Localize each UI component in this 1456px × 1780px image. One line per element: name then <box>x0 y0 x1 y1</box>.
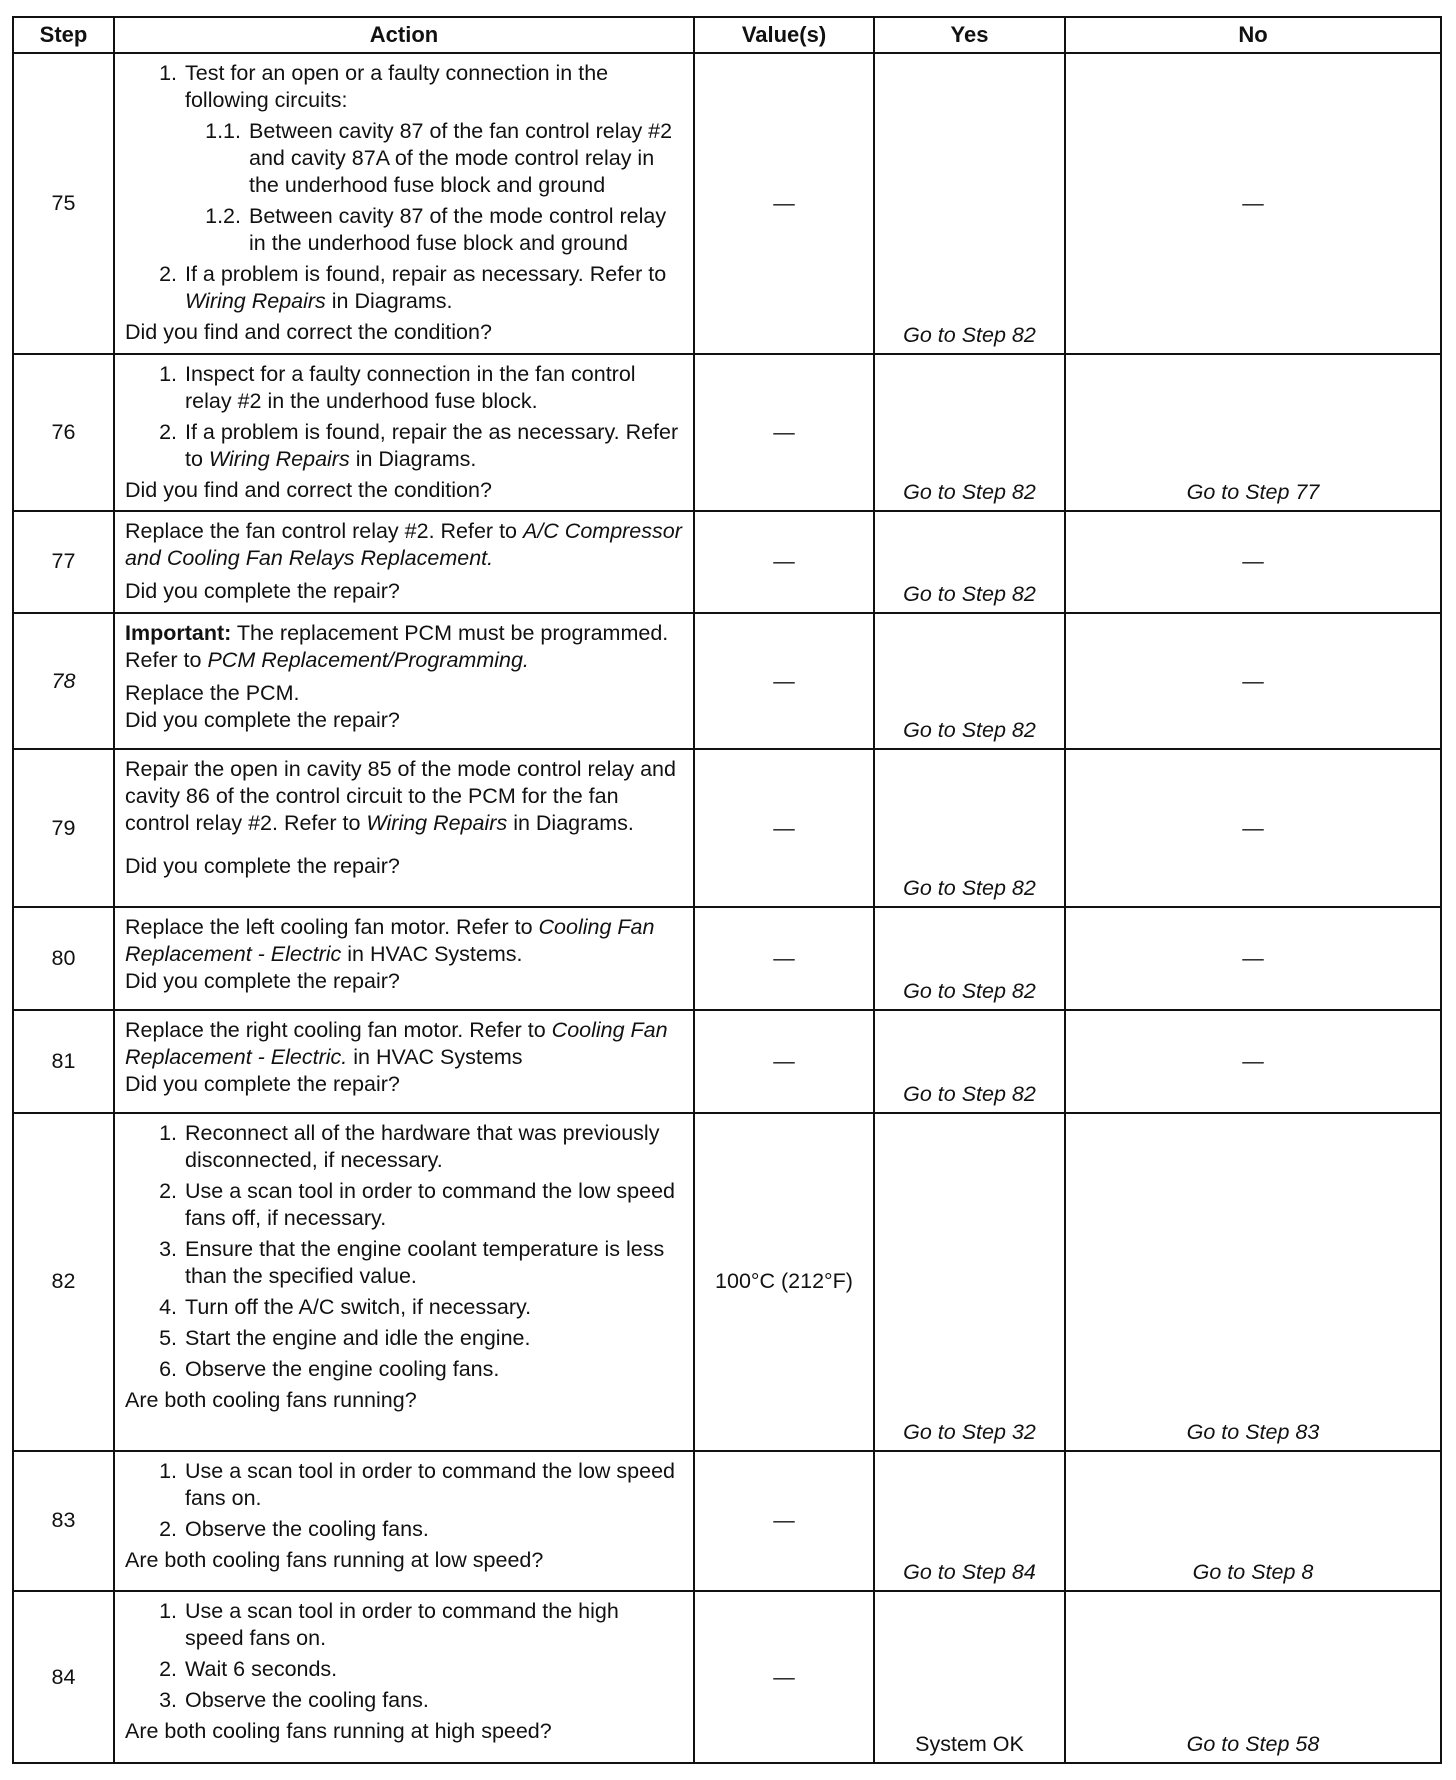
action-step-text: Ensure that the engine coolant temperature is less than the specified value. <box>185 1237 665 1289</box>
no-cell: — <box>1065 1010 1441 1113</box>
step-number: 80 <box>13 907 114 1010</box>
header-row <box>13 17 1441 53</box>
header-values: Value(s) <box>694 17 874 53</box>
action-question: Are both cooling fans running? <box>125 1388 417 1413</box>
important-label: Important: <box>125 620 232 645</box>
yes-cell: Go to Step 84 <box>874 1451 1065 1591</box>
action-cell: 1. Use a scan tool in order to command the low speed fans on. 2. Observe the cooling fans. Are both cooling fans running at low speed? <box>114 1451 694 1591</box>
action-cell: 1. Reconnect all of the hardware that was previously disconnected, if necessary. 2. Use a scan tool in order to command the low speed fans off, if necessary. 3. Ensure that the engine coolant temperature is less than the specified value. 4. Turn off the A/C switch, if necessary. 5. Start the engine and idle the engine. 6. Observe the engine cooling fans. Are both cooling fans running? <box>114 1113 694 1451</box>
action-question: Are both cooling fans running at low speed? <box>125 1547 544 1572</box>
table-row-step-80 <box>13 907 1441 1010</box>
reference-wiring-repairs: Wiring Repairs <box>208 447 350 472</box>
yes-cell: Go to Step 82 <box>874 613 1065 749</box>
action-cell: 1. Use a scan tool in order to command the high speed fans on. 2. Wait 6 seconds. 3. Observe the cooling fans. Are both cooling fans running at high speed? <box>114 1591 694 1763</box>
table-row-step-75 <box>13 53 1441 354</box>
no-cell: — <box>1065 749 1441 907</box>
value-cell: 100°C (212°F) <box>694 1113 874 1451</box>
value-cell: — <box>694 1010 874 1113</box>
table-row-step-84 <box>13 1591 1441 1763</box>
action-question: Are both cooling fans running at high speed? <box>125 1719 552 1744</box>
action-cell: 1. Inspect for a faulty connection in the fan control relay #2 in the underhood fuse block. 2. If a problem is found, repair the as necessary. Refer to Wiring Repairs in Diagrams. Did you find and correct the condition? <box>114 354 694 511</box>
no-cell: Go to Step 8 <box>1065 1451 1441 1591</box>
action-step-text: Use a scan tool in order to command the low speed fans off, if necessary. <box>185 1179 675 1231</box>
action-step-text: Start the engine and idle the engine. <box>185 1326 531 1351</box>
step-number: 81 <box>13 1010 114 1113</box>
action-question: Did you complete the repair? <box>125 578 400 603</box>
yes-cell: Go to Step 82 <box>874 907 1065 1010</box>
no-cell: Go to Step 83 <box>1065 1113 1441 1451</box>
action-step-text: Reconnect all of the hardware that was previously disconnected, if necessary. <box>185 1121 660 1173</box>
reference-wiring-repairs: Wiring Repairs <box>185 289 326 313</box>
action-step-text: Use a scan tool in order to command the low speed fans on. <box>185 1458 675 1510</box>
header-action: Action <box>114 17 694 53</box>
reference-pcm-programming: PCM Replacement/Programming. <box>207 647 529 672</box>
value-cell: — <box>694 511 874 613</box>
no-cell: — <box>1065 511 1441 613</box>
table-row-step-83 <box>13 1451 1441 1591</box>
action-step-text: Observe the cooling fans. <box>185 1516 429 1541</box>
yes-cell: System OK <box>874 1591 1065 1763</box>
step-number: 78 <box>13 613 114 749</box>
action-step-text: Use a scan tool in order to command the high speed fans on. <box>185 1599 619 1651</box>
header-yes: Yes <box>874 17 1065 53</box>
value-cell: — <box>694 907 874 1010</box>
table-row-step-78 <box>13 613 1441 749</box>
reference-relay-replacement: A/C Compressor and Cooling Fan Relays Replacement. <box>125 518 682 570</box>
action-step-text: Inspect for a faulty connection in the fan control relay #2 in the underhood fuse block. <box>185 362 636 414</box>
step-number: 84 <box>13 1591 114 1763</box>
no-cell: — <box>1065 53 1441 354</box>
action-question: Did you complete the repair? <box>125 707 400 732</box>
header-step: Step <box>13 17 114 53</box>
table-row-step-81 <box>13 1010 1441 1113</box>
value-cell: — <box>694 53 874 354</box>
action-cell: Important: The replacement PCM must be programmed. Refer to PCM Replacement/Programming. Replace the PCM. Did you complete the repair? <box>114 613 694 749</box>
action-question: Did you find and correct the condition? <box>125 320 492 344</box>
value-cell: — <box>694 1451 874 1591</box>
reference-cooling-fan-replacement: Cooling Fan Replacement - Electric <box>125 914 655 966</box>
table-row-step-76 <box>13 354 1441 511</box>
step-number: 75 <box>13 53 114 354</box>
action-cell: 1. Test for an open or a faulty connection in the following circuits: 1.1. Between cavity 87 of the fan control relay #2 and cavity 87A of the mode control relay in the underhood fuse block and ground 1.2. Between cavity 87 of the mode control relay in the underhood fuse block and ground 2. If a problem is found, repair as necessary. Refer to Wiring Repairs in Diagrams. Did you find and correct the condition? <box>114 53 694 354</box>
action-step-text: Test for an open or a faulty connection in the following circuits: <box>185 61 609 112</box>
value-cell: — <box>694 613 874 749</box>
step-number: 76 <box>13 354 114 511</box>
table-row-step-82 <box>13 1113 1441 1451</box>
action-substep-text: Between cavity 87 of the fan control relay #2 and cavity 87A of the mode control relay in the underhood fuse block and ground <box>249 119 673 197</box>
step-number: 79 <box>13 749 114 907</box>
yes-cell: Go to Step 82 <box>874 53 1065 354</box>
step-number: 82 <box>13 1113 114 1451</box>
diagnostic-table <box>12 16 1442 1764</box>
yes-cell: Go to Step 82 <box>874 1010 1065 1113</box>
action-cell: Replace the fan control relay #2. Refer to A/C Compressor and Cooling Fan Relays Replacement. Did you complete the repair? <box>114 511 694 613</box>
action-substep-text: Between cavity 87 of the mode control relay in the underhood fuse block and ground <box>249 204 667 255</box>
action-cell: Replace the left cooling fan motor. Refer to Cooling Fan Replacement - Electric in HVAC Systems. Did you complete the repair? <box>114 907 694 1010</box>
value-cell: — <box>694 1591 874 1763</box>
table-row-step-79 <box>13 749 1441 907</box>
no-cell: — <box>1065 907 1441 1010</box>
action-question: Did you complete the repair? <box>125 968 400 993</box>
action-question: Did you complete the repair? <box>125 854 400 879</box>
yes-cell: Go to Step 82 <box>874 749 1065 907</box>
reference-wiring-repairs: Wiring Repairs <box>366 811 508 836</box>
action-step-text: Observe the engine cooling fans. <box>185 1357 500 1382</box>
step-number: 83 <box>13 1451 114 1591</box>
yes-cell: Go to Step 32 <box>874 1113 1065 1451</box>
reference-cooling-fan-replacement: Cooling Fan Replacement - Electric. <box>125 1018 668 1070</box>
no-cell: Go to Step 58 <box>1065 1591 1441 1763</box>
action-cell: Replace the right cooling fan motor. Refer to Cooling Fan Replacement - Electric. in HVAC Systems Did you complete the repair? <box>114 1010 694 1113</box>
action-cell: Repair the open in cavity 85 of the mode control relay and cavity 86 of the control circuit to the PCM for the fan control relay #2. Refer to Wiring Repairs in Diagrams. Did you complete the repair? <box>114 749 694 907</box>
value-cell: — <box>694 354 874 511</box>
action-question: Did you find and correct the condition? <box>125 478 492 503</box>
value-cell: — <box>694 749 874 907</box>
action-step-text: Observe the cooling fans. <box>185 1688 429 1713</box>
header-no: No <box>1065 17 1441 53</box>
step-number: 77 <box>13 511 114 613</box>
yes-cell: Go to Step 82 <box>874 511 1065 613</box>
action-step-text: Turn off the A/C switch, if necessary. <box>185 1295 532 1320</box>
action-question: Did you complete the repair? <box>125 1072 400 1097</box>
table-row-step-77 <box>13 511 1441 613</box>
yes-cell: Go to Step 82 <box>874 354 1065 511</box>
action-step-text: Wait 6 seconds. <box>185 1657 338 1682</box>
no-cell: — <box>1065 613 1441 749</box>
no-cell: Go to Step 77 <box>1065 354 1441 511</box>
